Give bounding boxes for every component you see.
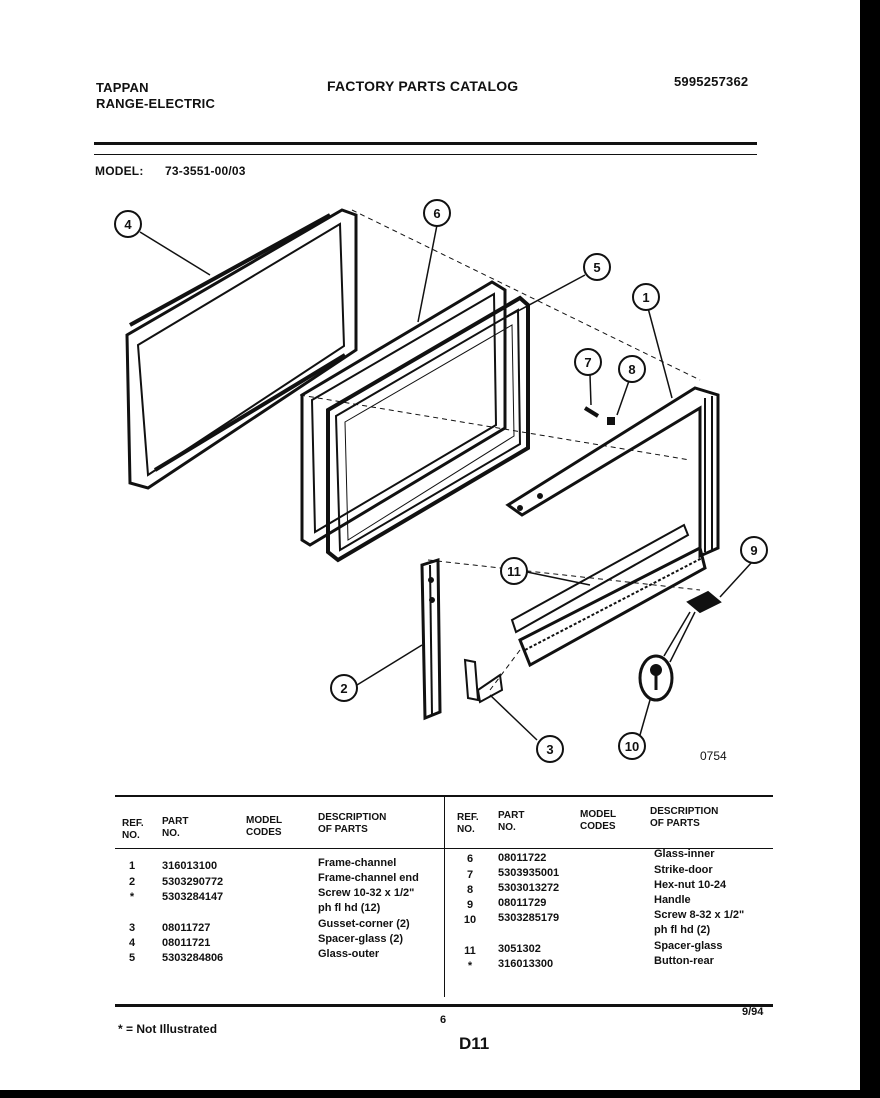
callout-9: 9 (750, 543, 758, 558)
header-model-codes-right: MODEL CODES (580, 809, 617, 832)
header-description-right: DESCRIPTION OF PARTS (650, 806, 719, 829)
brand-name: TAPPAN (96, 80, 149, 95)
outer-glass-part-5 (328, 298, 528, 560)
not-illustrated-note: * = Not Illustrated (118, 1022, 218, 1036)
alignment-lines (300, 210, 700, 690)
table-divider (444, 797, 445, 997)
header-description: DESCRIPTION OF PARTS (318, 812, 387, 835)
handle-screw-detail-part-10 (640, 612, 695, 700)
header-ref-no-right: REF. NO. (457, 812, 479, 835)
model-number: 73-3551-00/03 (165, 164, 246, 178)
callout-5: 5 (593, 260, 601, 275)
page-number: 6 (440, 1014, 447, 1026)
callout-4: 4 (124, 217, 132, 232)
header-ref-no: REF. NO. (122, 818, 144, 841)
spacer-glass-frame-part-4 (127, 210, 356, 488)
section-code: D11 (459, 1034, 490, 1053)
header-model-codes: MODEL CODES (246, 815, 283, 838)
callout-6: 6 (433, 206, 441, 221)
handle-part-9 (688, 592, 720, 612)
catalog-number: 5995257362 (674, 74, 749, 89)
leader-lines (140, 225, 752, 740)
hex-nut-part-8 (608, 418, 614, 424)
header-part-no-right: PART NO. (498, 810, 525, 833)
frame-channel-end-part-2 (422, 560, 440, 718)
catalog-title: FACTORY PARTS CATALOG (327, 78, 519, 94)
callout-11: 11 (507, 564, 521, 579)
table-bottom-rule (115, 1004, 773, 1007)
catalog-date: 9/94 (742, 1006, 764, 1018)
callout-10: 10 (624, 739, 640, 754)
strike-screw-part-7 (585, 408, 598, 416)
model-label: MODEL: (95, 164, 144, 178)
callout-1: 1 (642, 290, 650, 305)
callout-7: 7 (584, 355, 592, 370)
product-type: RANGE-ELECTRIC (96, 96, 216, 111)
callout-3: 3 (546, 742, 554, 757)
callout-2: 2 (340, 681, 348, 696)
header-part-no: PART NO. (162, 816, 189, 839)
drawing-code: 0754 (700, 749, 727, 763)
callout-8: 8 (628, 362, 636, 377)
